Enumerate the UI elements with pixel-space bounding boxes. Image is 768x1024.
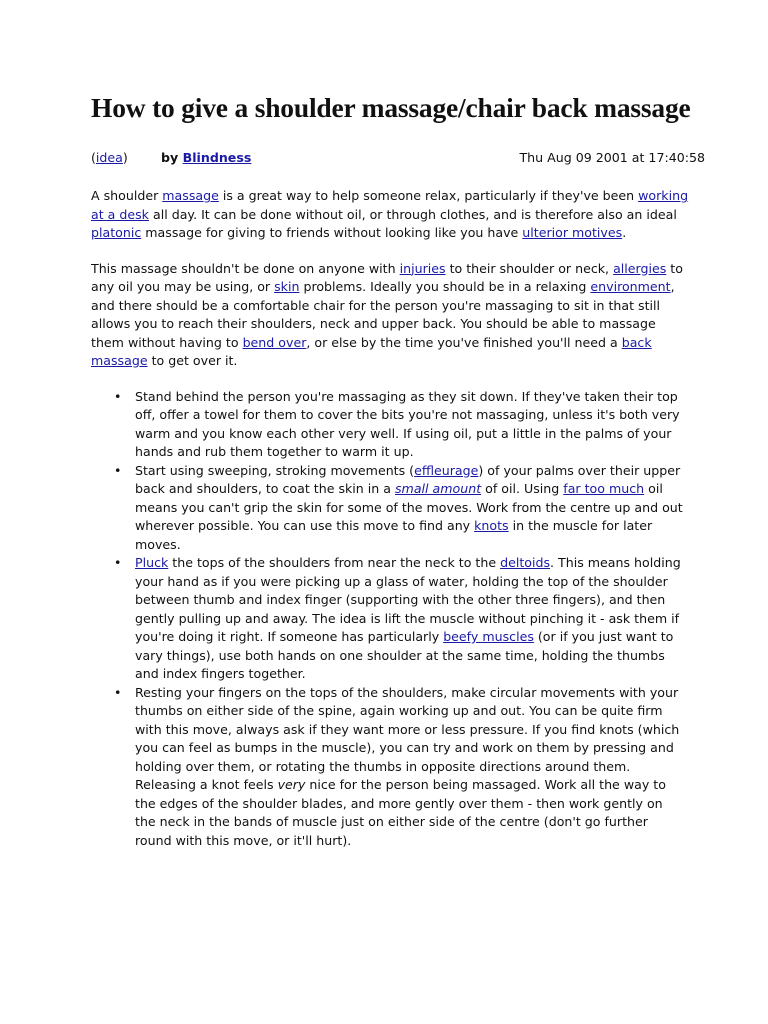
text-run: to any oil you may be using, or: [91, 260, 683, 294]
bullet-icon: •: [114, 684, 122, 700]
effleurage-link[interactable]: effleurage: [414, 462, 479, 478]
text-run: A shoulder: [91, 188, 163, 203]
knots-link[interactable]: knots: [474, 518, 509, 533]
bullet-icon: •: [114, 462, 122, 478]
text-run: Resting your fingers on the tops of the shoulders, make circular movements with your thumbs on either side of the spine, again working up and out. You can be quite firm with this move, always ask if they want more or less pressure. If you find knots (which you can feel as bumps in the muscle), you can try and work on them by pressing and holding over them, or rotating the thumbs in opposite directions around them. Releasing a knot feels: [135, 684, 680, 792]
text-run: , and there should be a comfortable chair for the person you're massaging to sit in that still allows you to reach their shoulders, neck and upper back. You should be able to massage them without having to: [91, 279, 675, 350]
text-run: to get over it.: [147, 353, 238, 368]
ulterior-motives-link[interactable]: ulterior motives: [522, 225, 623, 240]
text-run: , or else by the time you've finished you'll need a: [306, 334, 622, 350]
article: [91, 90, 705, 850]
injuries-link[interactable]: injuries: [399, 260, 446, 276]
back-massage-link[interactable]: back massage: [91, 334, 652, 368]
text-run: problems. Ideally you should be in a relaxing: [299, 279, 591, 294]
text-run: is a great way to help someone relax, particularly if they've been: [218, 188, 639, 203]
text-run: to their shoulder or neck,: [445, 260, 614, 276]
list-item: [114, 462, 691, 555]
allergies-link[interactable]: allergies: [613, 260, 667, 276]
text-run: ) of your palms over their upper back and shoulders, to coat the skin in a: [135, 462, 681, 496]
pluck-link[interactable]: Pluck: [135, 555, 169, 570]
working-at-a-desk-link[interactable]: working at a desk: [91, 188, 689, 222]
text-run: massage for giving to friends without looking like you have: [141, 225, 523, 240]
text-run: . This means holding your hand as if you were picking up a glass of water, holding the top of the shoulder between thumb and index finger (supporting with the other three fingers), and then gently pulling up and away. The idea is lift the muscle without pinching it - ask them if you're doing it right. If someone has particularly: [135, 555, 681, 644]
emphasis-text: very: [277, 777, 306, 792]
deltoids-link[interactable]: deltoids: [500, 555, 551, 570]
text-run: of oil. Using: [481, 481, 564, 496]
text-run: This massage shouldn't be done on anyone with: [91, 260, 400, 276]
paragraph: [91, 260, 691, 371]
author-link[interactable]: Blindness: [182, 150, 252, 165]
text-run: all day. It can be done without oil, or through clothes, and is therefore also an ideal: [148, 206, 677, 222]
intro-paragraphs: [91, 187, 691, 371]
platonic-link[interactable]: platonic: [91, 225, 142, 240]
article-meta: [91, 148, 705, 172]
text-run: nice for the person being massaged. Work all the way to the edges of the shoulder blades, and more gently over them - then work gently on the neck in the bands of muscle just on either side of the centre (don't go further round with this move, or it'll hurt).: [135, 777, 666, 848]
list-item: [114, 684, 691, 851]
small-amount-link[interactable]: small amount: [395, 481, 482, 496]
bullet-icon: •: [114, 555, 122, 570]
page-title: How to give a shoulder massage/chair back massage: [91, 92, 691, 123]
far-too-much-link[interactable]: far too much: [563, 481, 645, 496]
list-item: [114, 388, 691, 462]
list-item: [114, 554, 691, 684]
beefy-muscles-link[interactable]: beefy muscles: [443, 629, 534, 644]
massage-link[interactable]: massage: [162, 188, 219, 203]
text-run: in the muscle for later moves.: [135, 518, 653, 552]
bullet-icon: •: [114, 388, 122, 404]
text-run: Stand behind the person you're massaging as they sit down. If they've taken their top off, offer a towel for them to cover the bits you're not massaging, unless it's both very warm and you know each other very well. If using oil, put a little in the palms of your hands and rub them together to warm it up.: [135, 388, 680, 459]
by-label: by: [161, 150, 179, 165]
text-run: the tops of the shoulders from near the neck to the: [168, 555, 501, 570]
text-run: Start using sweeping, stroking movements (: [135, 462, 415, 478]
environment-link[interactable]: environment: [590, 279, 671, 294]
writeup-type: (idea): [91, 150, 128, 165]
text-run: oil means you can't grip the skin for some of the moves. Work from the centre up and out wherever possible. You can use this move to find any: [135, 481, 683, 533]
instruction-list: [91, 388, 691, 851]
text-run: (or if you just want to vary things), use both hands on one shoulder at the same time, holding the thumbs and index fingers together.: [135, 629, 674, 681]
text-run: .: [622, 225, 627, 240]
skin-link[interactable]: skin: [274, 279, 300, 294]
timestamp: Thu Aug 09 2001 at 17:40:58: [519, 150, 705, 165]
author-line: [161, 148, 251, 167]
bend-over-link[interactable]: bend over: [242, 334, 307, 350]
idea-link[interactable]: idea: [95, 150, 123, 165]
paragraph: [91, 187, 691, 243]
